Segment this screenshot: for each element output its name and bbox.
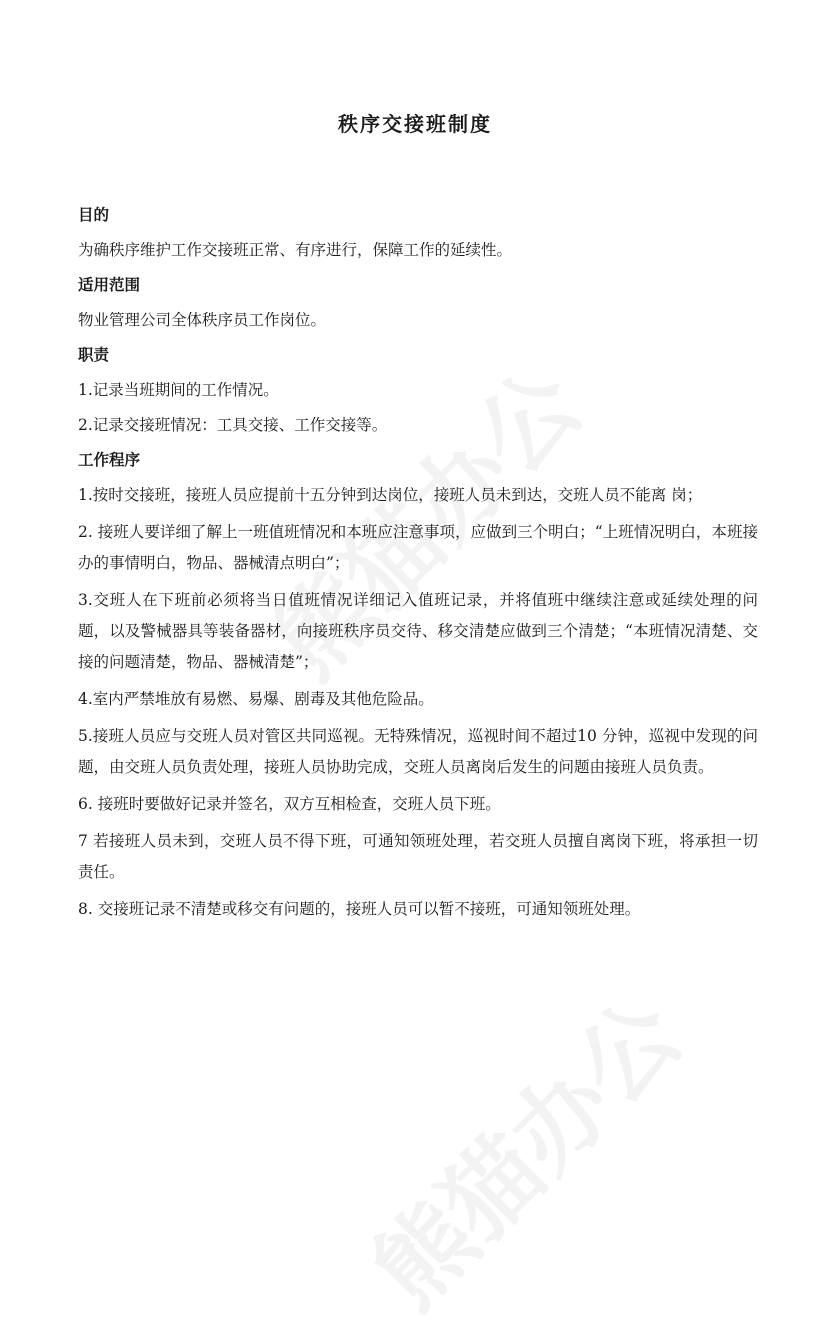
list-item: 6. 接班时要做好记录并签名，双方互相检查，交班人员下班。	[78, 795, 501, 813]
list-item: 2.记录交接班情况：工具交接、工作交接等。	[78, 416, 388, 434]
section-procedure	[78, 445, 758, 925]
document-body	[78, 196, 758, 931]
list-item: 8. 交接班记录不清楚或移交有问题的，接班人员可以暂不接班，可通知领班处理。	[78, 900, 641, 918]
list-item: 2. 接班人要详细了解上一班值班情况和本班应注意事项，应做到三个明白；“上班情况明白，本班接办的事情明白，物品、器械清点明白”；	[78, 523, 758, 572]
list-item: 3.交班人在下班前必须将当日值班情况详细记入值班记录，并将值班中继续注意或延续处理的问题，以及警械器具等装备器材，向接班秩序员交待、移交清楚应做到三个清楚；“本班情况清楚、交接的问题清楚，物品、器械清楚”；	[78, 591, 758, 671]
section-responsibilities	[78, 340, 758, 441]
list-item: 1.记录当班期间的工作情况。	[78, 381, 279, 399]
document-title: 秩序交接班制度	[338, 112, 492, 136]
paragraph: 为确秩序维护工作交接班正常、有序进行，保障工作的延续性。	[78, 241, 513, 259]
section-heading: 目的	[78, 206, 110, 224]
paragraph: 物业管理公司全体秩序员工作岗位。	[78, 311, 327, 329]
section-scope	[78, 270, 758, 336]
list-item: 5.接班人员应与交班人员对管区共同巡视。无特殊情况，巡视时间不超过10 分钟，巡视中发现的问题，由交班人员负责处理，接班人员协助完成，交班人员离岗后发生的问题由接班人员负责。	[78, 727, 758, 776]
list-item: 1.按时交接班，接班人员应提前十五分钟到达岗位，接班人员未到达，交班人员不能离 岗；	[78, 486, 703, 504]
section-heading: 职责	[78, 346, 110, 364]
list-item: 7 若接班人员未到，交班人员不得下班，可通知领班处理，若交班人员擅自离岗下班，将承担一切责任。	[78, 832, 758, 881]
list-item: 4.室内严禁堆放有易燃、易爆、剧毒及其他危险品。	[78, 690, 434, 708]
section-purpose	[78, 200, 758, 266]
section-heading: 工作程序	[78, 451, 141, 469]
watermark	[338, 964, 706, 1332]
section-heading: 适用范围	[78, 276, 141, 294]
